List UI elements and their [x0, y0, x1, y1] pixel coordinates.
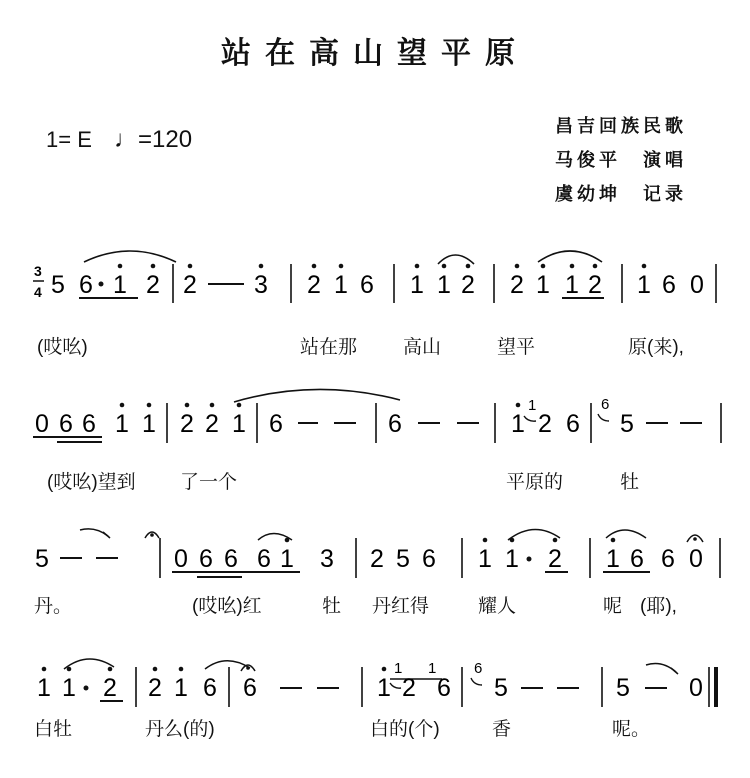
lyric: (耶),	[640, 596, 677, 617]
song-title: 站在高山望平原	[221, 36, 529, 71]
svg-text:6: 6	[199, 545, 213, 573]
lyric: (哎吆)红	[192, 596, 262, 617]
svg-text:1: 1	[437, 271, 451, 299]
svg-text:2: 2	[370, 545, 384, 573]
svg-text:1: 1	[280, 545, 294, 573]
lyric: 白的(个)	[370, 719, 440, 740]
lyric: (哎吆)	[37, 337, 88, 358]
svg-text:2: 2	[538, 410, 552, 438]
svg-text:6: 6	[224, 545, 238, 573]
svg-text:1: 1	[428, 660, 437, 677]
svg-text:1: 1	[606, 545, 620, 573]
svg-text:0: 0	[690, 271, 704, 299]
svg-text:3: 3	[320, 545, 334, 573]
svg-text:2: 2	[146, 271, 160, 299]
svg-text:1: 1	[511, 410, 525, 438]
lyric: 平原的	[506, 472, 564, 493]
svg-text:6: 6	[437, 674, 451, 702]
svg-text:2: 2	[588, 271, 602, 299]
lyric: 原(来),	[628, 337, 684, 358]
svg-text:2: 2	[461, 271, 475, 299]
svg-text:1: 1	[528, 397, 537, 414]
svg-text:1: 1	[394, 660, 403, 677]
lyric: 高山	[403, 337, 442, 358]
svg-text:5: 5	[396, 545, 410, 573]
score-line-1	[33, 251, 716, 358]
svg-text:6: 6	[243, 674, 257, 702]
svg-text:6: 6	[662, 271, 676, 299]
credit-origin: 昌吉回族民歌	[555, 116, 687, 137]
svg-text:0: 0	[35, 410, 49, 438]
svg-text:1: 1	[565, 271, 579, 299]
credit-transcriber: 虞幼坤 记录	[555, 184, 687, 205]
key-signature: 1= E	[46, 127, 92, 152]
svg-text:1: 1	[637, 271, 651, 299]
score-line-4	[34, 659, 716, 740]
svg-text:2: 2	[148, 674, 162, 702]
lyric: 了一个	[180, 472, 238, 493]
svg-text:6: 6	[269, 410, 283, 438]
svg-text:2: 2	[307, 271, 321, 299]
lyric: 耀人	[478, 596, 517, 617]
score-line-2	[33, 389, 721, 493]
svg-text:1: 1	[232, 410, 246, 438]
svg-text:6: 6	[82, 410, 96, 438]
svg-text:1: 1	[505, 545, 519, 573]
svg-text:6: 6	[661, 545, 675, 573]
svg-text:6: 6	[422, 545, 436, 573]
score-line-3	[34, 529, 720, 617]
svg-text:5: 5	[35, 545, 49, 573]
lyric: 呢	[603, 596, 623, 617]
svg-text:6: 6	[360, 271, 374, 299]
svg-text:6: 6	[630, 545, 644, 573]
lyric: 牡	[620, 472, 640, 493]
svg-text:2: 2	[205, 410, 219, 438]
svg-text:0: 0	[689, 674, 703, 702]
svg-text:5: 5	[494, 674, 508, 702]
svg-text:6: 6	[257, 545, 271, 573]
svg-text:1: 1	[377, 674, 391, 702]
svg-text:1: 1	[334, 271, 348, 299]
svg-text:0: 0	[174, 545, 188, 573]
svg-text:2: 2	[510, 271, 524, 299]
svg-text:5: 5	[616, 674, 630, 702]
svg-text:1: 1	[478, 545, 492, 573]
credit-singer: 马俊平 演唱	[555, 150, 687, 171]
svg-text:1: 1	[62, 674, 76, 702]
svg-text:2: 2	[548, 545, 562, 573]
svg-text:1: 1	[37, 674, 51, 702]
svg-text:2: 2	[103, 674, 117, 702]
svg-text:5: 5	[620, 410, 634, 438]
svg-text:1: 1	[536, 271, 550, 299]
time-signature-top: 3	[34, 263, 42, 279]
time-signature-bottom: 4	[34, 284, 42, 300]
svg-text:1: 1	[410, 271, 424, 299]
lyric: 望平	[497, 337, 536, 358]
svg-text:6: 6	[601, 396, 610, 413]
svg-text:6: 6	[203, 674, 217, 702]
svg-text:1: 1	[113, 271, 127, 299]
svg-text:5: 5	[51, 271, 65, 299]
tempo-marking: ♩=120	[114, 126, 193, 153]
lyric: 呢。	[612, 719, 651, 740]
svg-text:2: 2	[183, 271, 197, 299]
lyric: 丹。	[34, 596, 73, 617]
svg-text:1: 1	[174, 674, 188, 702]
lyric: 牡	[322, 596, 342, 617]
svg-text:6: 6	[59, 410, 73, 438]
lyric: 丹么(的)	[145, 719, 215, 740]
svg-text:6: 6	[79, 271, 93, 299]
svg-text:3: 3	[254, 271, 268, 299]
lyric: 丹红得	[372, 596, 430, 617]
lyric: 白牡	[34, 719, 73, 740]
svg-text:2: 2	[402, 674, 416, 702]
svg-text:2: 2	[180, 410, 194, 438]
lyric: 香	[492, 719, 512, 740]
svg-text:0: 0	[689, 545, 703, 573]
svg-text:1: 1	[115, 410, 129, 438]
svg-text:1: 1	[142, 410, 156, 438]
svg-text:6: 6	[474, 660, 483, 677]
lyric: 站在那	[300, 337, 358, 358]
lyric: (哎吆)望到	[47, 472, 136, 493]
svg-text:6: 6	[388, 410, 402, 438]
svg-text:6: 6	[566, 410, 580, 438]
